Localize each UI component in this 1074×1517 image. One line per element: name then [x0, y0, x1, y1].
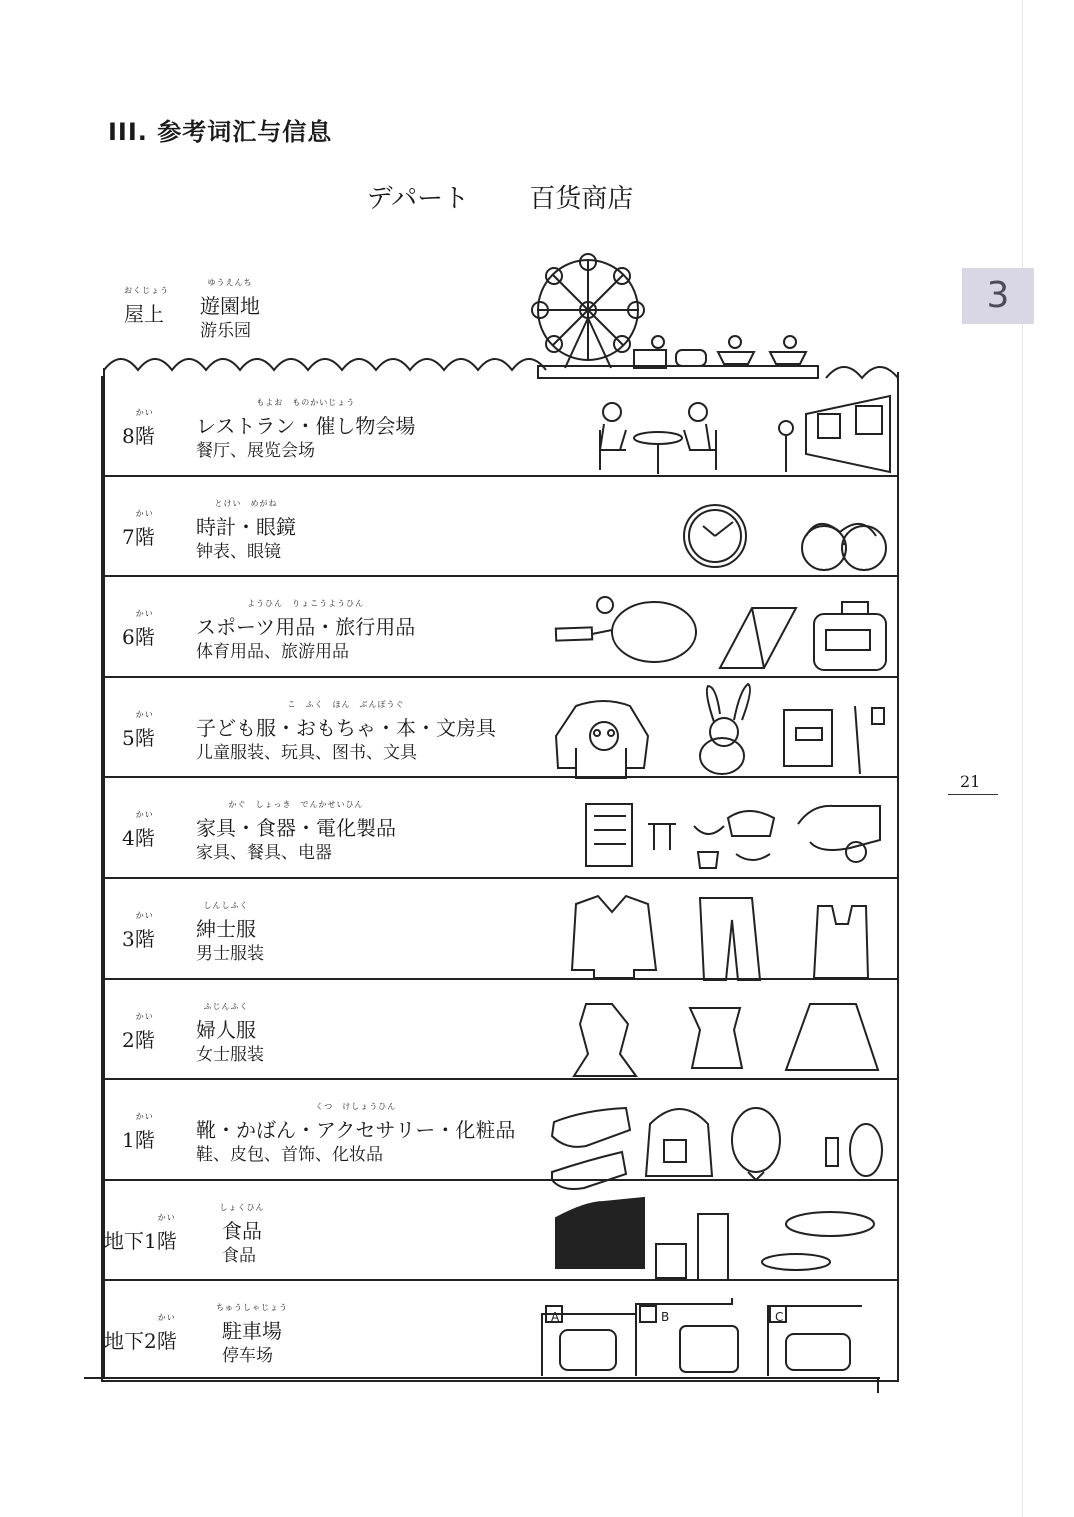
floor-number: 6 かい 階 — [122, 609, 155, 650]
furniture-tableware-appliance-icon — [586, 804, 880, 868]
floor-number: 地下1 かい 階 — [104, 1212, 177, 1253]
floor-cn-name: 体育用品、旅游用品 — [196, 642, 349, 663]
tennis-tent-suitcase-icon — [556, 597, 886, 670]
parking-spot-b: B — [661, 1310, 670, 1324]
floor-jp-name: かぐ しょっき でんかせいひん 家具・食器・電化製品 — [196, 800, 396, 841]
floor-number: 地下2 かい 階 — [104, 1313, 177, 1354]
floor-number: 7 かい 階 — [122, 508, 155, 549]
shoes-bags-accessories-icon — [552, 1108, 882, 1189]
floor-jp-name: ちゅうしゃじょう 駐車場 — [216, 1303, 288, 1344]
floor-number: 2 かい 階 — [122, 1011, 155, 1052]
title-jp: デパート — [366, 184, 470, 214]
floor-cn-name: 家具、餐具、电器 — [196, 843, 332, 864]
floor-cn-name: 鞋、皮包、首饰、化妆品 — [196, 1145, 383, 1166]
parking-icon — [520, 1298, 870, 1378]
floor-cn-name: 儿童服装、玩具、图书、文具 — [196, 742, 417, 763]
floor-cn-name: 停车场 — [222, 1346, 273, 1367]
floor-number: 1 かい 階 — [122, 1112, 155, 1153]
clock-glasses-icon — [684, 505, 886, 570]
floor-jp-name: くつ けしょうひん 靴・かばん・アクセサリー・化粧品 — [196, 1102, 516, 1143]
floor-jp-name: ふじんふく 婦人服 — [196, 1001, 256, 1042]
sweater-bear-books-icon — [556, 684, 884, 778]
parking-spot-a: A — [551, 1310, 560, 1324]
parking-spot-c: C — [775, 1310, 784, 1324]
floor-number: 8 かい 階 — [122, 408, 155, 448]
floor-cn-name: 女士服装 — [196, 1044, 264, 1065]
rooftop-jp: ゆうえんち 遊園地 — [200, 278, 260, 318]
floor-number: 5 かい 階 — [122, 709, 155, 750]
rooftop-cn: 游乐园 — [200, 321, 251, 341]
floor-cn-name: 男士服装 — [196, 944, 264, 964]
ferris-wheel-icon — [532, 254, 818, 378]
floor-jp-name: しょくひん 食品 — [219, 1202, 265, 1243]
title-cn: 百货商店 — [529, 184, 634, 214]
floor-jp-name: もよお ものかいじょう レストラン・催し物会場 — [196, 398, 416, 438]
menswear-icon — [572, 896, 868, 980]
chapter-tab: 3 — [962, 268, 1034, 324]
floor-jp-name: ようひん りょこうようひん スポーツ用品・旅行用品 — [196, 599, 416, 640]
food-icon — [556, 1198, 874, 1280]
floor-cn-name: 钟表、眼镜 — [196, 541, 281, 562]
floor-jp-name: しんしふく 紳士服 — [196, 901, 256, 941]
floor-cn-name: 餐厅、展览会场 — [196, 441, 315, 461]
floor-cn-name: 食品 — [222, 1245, 256, 1266]
rooftop-label: おくじょう 屋上 — [124, 286, 169, 326]
restaurant-gallery-icon — [600, 396, 890, 474]
section-title: III. 参考词汇与信息 — [108, 118, 333, 146]
roof-scallops — [104, 359, 898, 378]
floor-number: 4 かい 階 — [122, 810, 155, 851]
floor-jp-name: こ ふく ほん ぶんぼうぐ 子ども服・おもちゃ・本・文房具 — [196, 699, 496, 740]
floor-jp-name: とけい めがね 時計・眼鏡 — [196, 498, 296, 539]
page-number: 21 — [960, 772, 981, 791]
floor-number: 3 かい 階 — [122, 911, 155, 951]
womenswear-icon — [574, 1004, 878, 1076]
